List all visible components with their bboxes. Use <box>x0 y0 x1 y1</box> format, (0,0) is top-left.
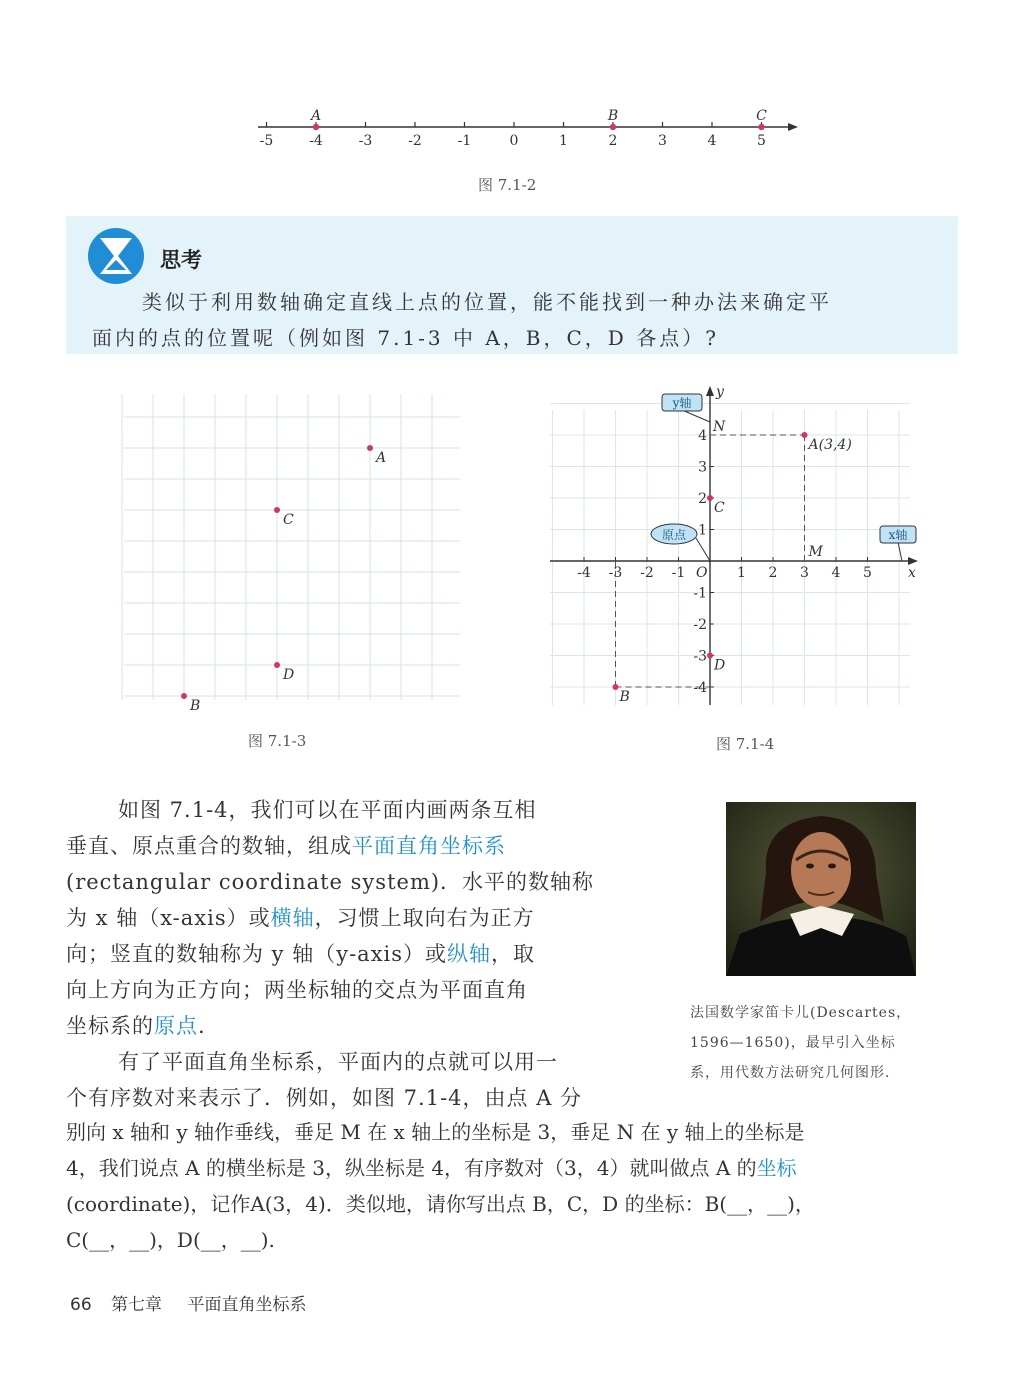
x-tick-label: 4 <box>831 565 841 581</box>
tick-label: 3 <box>658 133 667 149</box>
point-B <box>181 693 187 699</box>
x-tick-label: -4 <box>577 565 591 581</box>
paragraph-1-line-4-text-c: ，习惯上取向右为正方 <box>314 906 535 930</box>
point-D <box>707 653 713 659</box>
tick-label: 0 <box>509 133 519 149</box>
paragraph-2-line-2: 个有序数对来表示了．例如，如图 7.1-4，由点 A 分 <box>66 1086 583 1110</box>
tick-label: 2 <box>608 133 618 149</box>
descartes-portrait <box>726 802 916 976</box>
y-tick-label: -2 <box>693 617 707 633</box>
chapter-title: 平面直角坐标系 <box>187 1295 307 1315</box>
tick-label: -5 <box>259 133 274 149</box>
point-A <box>367 445 373 451</box>
x-tick-label: 3 <box>800 565 809 581</box>
number-line-arrow <box>788 123 798 131</box>
paragraph-2-line-4 <box>66 1152 797 1181</box>
paragraph-2-line-1: 有了平面直角坐标系，平面内的点就可以用一 <box>118 1050 558 1074</box>
paragraph-2-line-5: (coordinate)，记作A(3，4)．类似地，请你写出点 B，C，D 的坐标：B(__，__)， <box>66 1192 815 1216</box>
point-label-D: D <box>283 667 295 683</box>
x-axis-arrow <box>908 557 918 565</box>
m-label: M <box>808 544 823 560</box>
portrait-caption-line-2: 1596—1650)，最早引入坐标 <box>690 1035 896 1051</box>
thinking-text-line-1: 类似于利用数轴确定直线上点的位置，能不能找到一种办法来确定平 <box>142 290 832 314</box>
portrait-caption-line-1: 法国数学家笛卡儿(Descartes， <box>690 1005 912 1021</box>
x-tick-label: -2 <box>640 565 654 581</box>
x-tick-label: -1 <box>671 565 686 581</box>
paragraph-1-line-5-text-a: 向；竖直的数轴称为 y 轴（y-axis）或 <box>66 942 448 966</box>
paragraph-2-line-3: 别向 x 轴和 y 轴作垂线，垂足 M 在 x 轴上的坐标是 3，垂足 N 在 y 轴上的坐标是 <box>66 1120 805 1144</box>
point-C <box>707 495 713 501</box>
y-axis-tag-pointer <box>682 410 710 422</box>
page-number: 66 <box>70 1295 92 1315</box>
thinking-title: 思考 <box>160 248 202 272</box>
origin-tag-text: 原点 <box>661 528 687 542</box>
paragraph-1-line-2 <box>66 830 506 860</box>
paragraph-1-line-4-text-a: 为 x 轴（x-axis）或 <box>66 906 271 930</box>
n-label: N <box>713 419 726 435</box>
y-tick-label: 2 <box>698 491 707 507</box>
point-label-A: A <box>376 450 387 466</box>
paragraph-1-line-5 <box>66 938 535 968</box>
x-tick-label: -3 <box>608 565 623 581</box>
x-tick-label: 2 <box>768 565 778 581</box>
paragraph-1-line-7 <box>66 1010 206 1040</box>
paragraph-1-line-2-text: 垂直、原点重合的数轴，组成 <box>66 834 352 858</box>
y-tick-label: 3 <box>698 459 707 476</box>
hourglass-icon <box>86 226 146 286</box>
paragraph-2-line-6: C(__，__)，D(__，__). <box>66 1228 275 1252</box>
x-tick-label: 5 <box>863 565 872 581</box>
tick-label: -2 <box>408 133 422 149</box>
tick-label: 4 <box>707 133 717 149</box>
point-label-C: C <box>283 512 294 528</box>
coordinate-plane-figure <box>540 380 930 715</box>
term-origin: 原点 <box>154 1014 198 1038</box>
point-label-A: A <box>310 108 322 124</box>
term-rectangular-coordinate-system: 平面直角坐标系 <box>352 834 506 858</box>
y-tick-label: -4 <box>693 680 707 696</box>
tick-label: 5 <box>757 133 766 149</box>
page-footer <box>70 1290 306 1315</box>
y-tick-label: -1 <box>693 585 707 602</box>
point-label: D <box>714 657 726 674</box>
y-tick-label: 1 <box>698 522 707 539</box>
tick-label: -1 <box>457 133 472 149</box>
x-tick-label: 1 <box>737 565 746 581</box>
y-tick-label: -3 <box>693 648 707 665</box>
point-label: C <box>714 500 725 516</box>
point-C <box>758 124 764 130</box>
term-vertical-axis: 纵轴 <box>447 942 492 966</box>
figure-7-1-4-caption: 图 7.1-4 <box>716 735 775 753</box>
paragraph-1-line-7-text-a: 坐标系的 <box>66 1014 154 1038</box>
figure-7-1-2-caption: 图 7.1-2 <box>478 176 537 194</box>
x-axis-tag-text: x轴 <box>888 528 908 542</box>
point-B <box>610 124 616 130</box>
y-tick-label: 4 <box>698 428 707 444</box>
point-label-B: B <box>190 698 201 710</box>
origin-tag-pointer <box>696 538 710 561</box>
point-label-C: C <box>756 108 767 124</box>
figure-7-1-3-caption: 图 7.1-3 <box>248 732 307 750</box>
y-axis-label: y <box>716 384 724 400</box>
point-A <box>313 124 319 130</box>
tick-label: -3 <box>358 133 373 149</box>
term-horizontal-axis: 横轴 <box>270 906 315 930</box>
paragraph-1-line-7-text-c: . <box>198 1014 206 1038</box>
point-label: A(3,4) <box>808 437 852 453</box>
paragraph-2-line-4-text: 4，我们说点 A 的横坐标是 3，纵坐标是 4，有序数对（3，4）就叫做点 A 的 <box>66 1156 757 1180</box>
thinking-text-line-2: 面内的点的位置呢（例如图 7.1-3 中 A，B，C，D 各点）? <box>92 326 719 350</box>
point-label-B: B <box>607 108 619 124</box>
chapter-label: 第七章 <box>111 1295 163 1315</box>
paragraph-1-line-5-text-c: ，取 <box>491 942 536 966</box>
x-axis-label: x <box>908 565 916 581</box>
point-C <box>274 507 280 513</box>
tick-label: -4 <box>309 133 323 149</box>
origin-label: O <box>696 565 708 581</box>
point-D <box>274 662 280 668</box>
tick-label: 1 <box>559 133 568 149</box>
number-line-figure <box>250 100 810 160</box>
term-coordinate: 坐标 <box>756 1156 797 1180</box>
point-B <box>613 684 619 690</box>
paragraph-1-line-6: 向上方向为正方向；两坐标轴的交点为平面直角 <box>66 978 528 1002</box>
grid-points-figure <box>120 390 470 710</box>
paragraph-1-line-1: 如图 7.1-4，我们可以在平面内画两条互相 <box>118 798 537 822</box>
paragraph-1-line-4 <box>66 902 535 932</box>
point-A(3,4) <box>802 432 808 438</box>
portrait-caption-line-3: 系，用代数方法研究几何图形. <box>690 1065 891 1081</box>
paragraph-1-line-3: (rectangular coordinate system)．水平的数轴称 <box>66 870 595 894</box>
y-axis-arrow <box>706 386 714 396</box>
y-axis-tag-text: y轴 <box>672 396 692 410</box>
point-label: B <box>619 689 630 705</box>
